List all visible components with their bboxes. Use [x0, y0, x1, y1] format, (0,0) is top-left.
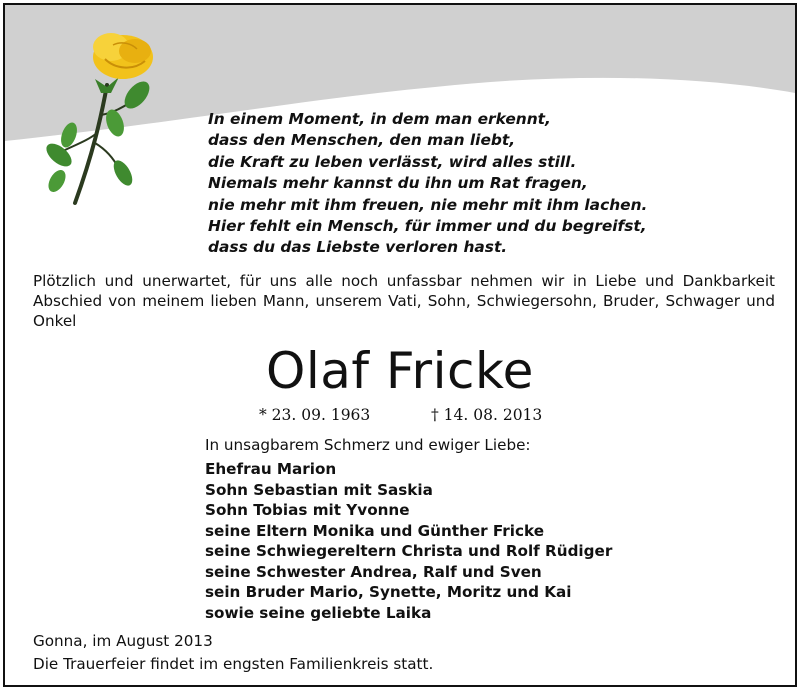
poem-line: Niemals mehr kannst du ihn um Rat fragen,	[208, 174, 588, 193]
place-date: Gonna, im August 2013	[33, 632, 213, 650]
intro-text: Plötzlich und unerwartet, für uns alle noch unfassbar nehmen wir in Liebe und Dankbarkeit Abschied von meinem lieben Mann, unserem Vati, Sohn, Schwiegersohn, Bruder, Schwager und Onkel	[33, 272, 775, 330]
mourner-item: Sohn Sebastian mit Saskia	[205, 480, 433, 499]
mourner-item: sein Bruder Mario, Synette, Moritz und Kai	[205, 583, 572, 601]
mourner-item: seine Schwester Andrea, Ralf und Sven	[205, 562, 542, 581]
poem-line: dass du das Liebste verloren hast.	[208, 238, 508, 257]
poem-line: dass den Menschen, den man liebt,	[208, 131, 516, 150]
poem	[208, 109, 647, 259]
mourner-item: seine Eltern Monika und Günther Fricke	[205, 521, 544, 540]
death-date: † 14. 08. 2013	[431, 406, 543, 424]
mourners-list	[205, 459, 612, 623]
mourner-item: sowie seine geliebte Laika	[205, 603, 432, 622]
mourner-item: Ehefrau Marion	[205, 460, 337, 478]
obituary-notice	[3, 3, 797, 687]
yellow-rose-icon	[35, 23, 165, 223]
poem-line: In einem Moment, in dem man erkennt,	[208, 110, 551, 128]
mourning-intro: In unsagbarem Schmerz und ewiger Liebe:	[205, 436, 531, 454]
mourner-item: seine Schwiegereltern Christa und Rolf Rüdiger	[205, 542, 613, 560]
deceased-name: Olaf Fricke	[266, 342, 534, 400]
mourner-item: Sohn Tobias mit Yvonne	[205, 501, 410, 519]
poem-line: die Kraft zu leben verlässt, wird alles still.	[208, 152, 577, 171]
poem-line: Hier fehlt ein Mensch, für immer und du begreifst,	[208, 217, 647, 236]
poem-line: nie mehr mit ihm freuen, nie mehr mit ihm lachen.	[208, 195, 648, 214]
birth-date: * 23. 09. 1963	[259, 406, 371, 424]
funeral-note: Die Trauerfeier findet im engsten Familienkreis statt.	[33, 655, 434, 673]
